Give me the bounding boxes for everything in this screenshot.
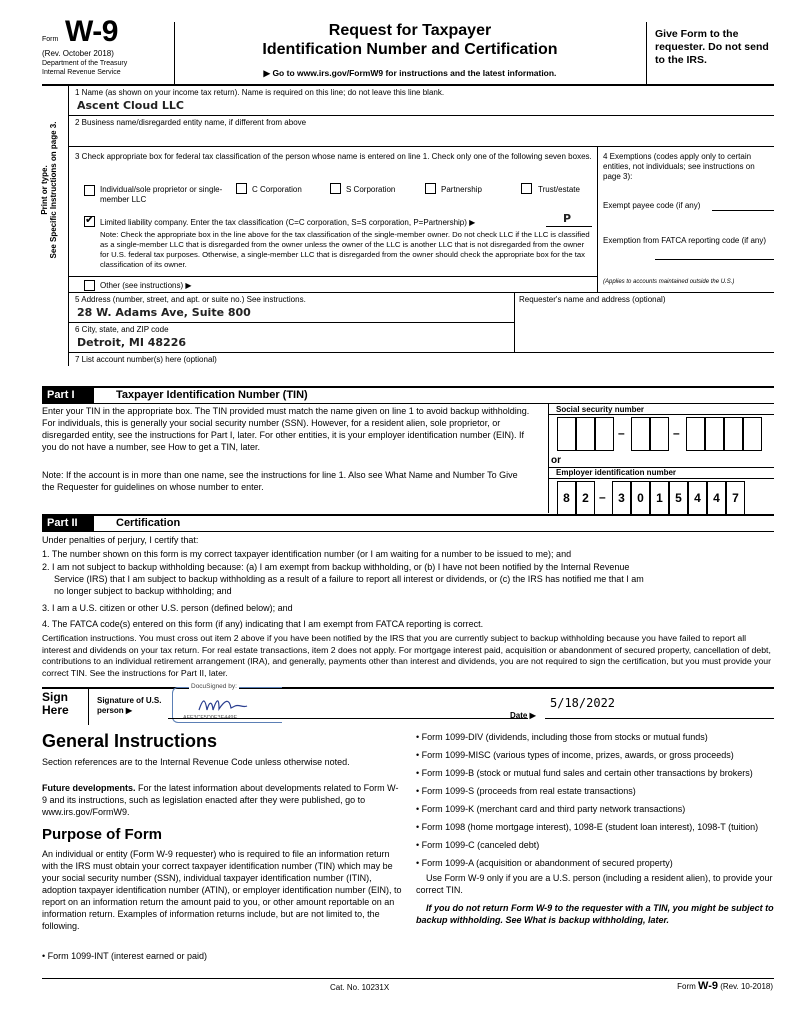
form-title-line1: Request for Taxpayer bbox=[328, 22, 492, 39]
ein-digit[interactable]: 5 bbox=[669, 481, 688, 515]
ssn-digit-box[interactable] bbox=[576, 417, 595, 451]
bullet-item: • Form 1099-C (canceled debt) bbox=[416, 839, 774, 851]
footer-form-word: Form bbox=[677, 982, 696, 991]
ein-digit[interactable]: 2 bbox=[576, 481, 595, 515]
llc-checkbox[interactable] bbox=[84, 216, 95, 227]
right-bullets bbox=[416, 731, 774, 926]
part1-title: Taxpayer Identification Number (TIN) bbox=[116, 389, 308, 401]
signature-label: Signature of U.S. person ▶ bbox=[97, 696, 162, 715]
ssn-digit-box[interactable] bbox=[724, 417, 743, 451]
part2-label: Part II bbox=[42, 516, 94, 531]
future-developments-text: For the latest information about developments related to Form W-9 and its instructions, such as legislation enacted after they were published, go to www.irs.gov/FormW9. bbox=[42, 783, 399, 817]
cert-item2c: no longer subject to backup withholding; and bbox=[54, 586, 232, 596]
line6-label: 6 City, state, and ZIP code bbox=[75, 325, 169, 334]
ccorp-label: C Corporation bbox=[252, 185, 302, 194]
trust-label: Trust/estate bbox=[538, 185, 580, 194]
individual-checkbox[interactable] bbox=[84, 185, 95, 196]
bullet-item: • Form 1099-K (merchant card and third party network transactions) bbox=[416, 803, 774, 815]
ein-digit[interactable]: 0 bbox=[631, 481, 650, 515]
or-label: or bbox=[551, 455, 561, 466]
ein-digit[interactable]: 8 bbox=[557, 481, 576, 515]
llc-label: Limited liability company. Enter the tax classification (C=C corporation, S=S corporation, P=Partnership) ▶ bbox=[100, 218, 476, 227]
part1-instructions: Enter your TIN in the appropriate box. The TIN provided must match the name given on line 1 to avoid backup withholding. For individuals, this is generally your social security number (SSN). However, for a resident alien, sole proprietor, or disregarded entity, see the instructions for Part I, later. For other entities, it is your employer identification number (EIN). If you do not have a number, see How to get a TIN, later. bbox=[42, 406, 530, 452]
cert-item1: 1. The number shown on this form is my correct taxpayer identification number (or I am waiting for a number to be issued to me); and bbox=[42, 549, 572, 559]
fatca-label: Exemption from FATCA reporting code (if any) bbox=[603, 236, 767, 245]
goto-irs-link[interactable]: ▶ Go to www.irs.gov/FormW9 for instructions and the latest information. bbox=[263, 68, 557, 78]
cert-instructions: Certification instructions. You must cross out item 2 above if you have been notified by the IRS that you are currently subject to backup withholding because you have failed to report all interest and dividends on your tax return. For real estate transactions, item 2 does not apply. For mortgage interest paid, acquisition or abandonment of secured property, cancellation of debt, contributions to an individual retirement arrangement (IRA), and generally, payments other than interest and dividends, you are not required to sign the certification, but you must provide your correct TIN. See the instructions for Part II, later. bbox=[42, 633, 772, 678]
part1-note: Note: If the account is in more than one name, see the instructions for line 1. Also see What Name and Number To Give the Requester for guidelines on whose number to enter. bbox=[42, 470, 518, 492]
ein-digit[interactable]: 1 bbox=[650, 481, 669, 515]
line6-city-field[interactable]: Detroit, MI 48226 bbox=[77, 336, 187, 349]
part1-label: Part I bbox=[42, 388, 94, 403]
use-w9-text: Use Form W-9 only if you are a U.S. person (including a resident alien), to provide your correct TIN. bbox=[416, 873, 773, 895]
bullet-item: • Form 1099-A (acquisition or abandonment of secured property) bbox=[416, 857, 774, 869]
form-revision: (Rev. October 2018) bbox=[42, 49, 114, 58]
bullet-item: • Form 1099-S (proceeds from real estate transactions) bbox=[416, 785, 774, 797]
cert-item2a: 2. I am not subject to backup withholding because: (a) I am exempt from backup withholding, or (b) I have not been notified by the Internal Revenue bbox=[42, 562, 630, 572]
future-developments bbox=[42, 782, 402, 818]
trust-checkbox[interactable] bbox=[521, 183, 532, 194]
ssn-digit-box[interactable] bbox=[557, 417, 576, 451]
general-instructions-title: General Instructions bbox=[42, 731, 218, 751]
llc-note: Note: Check the appropriate box in the line above for the tax classification of the single-member owner. Do not check LLC if the LLC is classified as a single-member LLC that is disregarded from the owner unless the owner of the LLC is another LLC that is not disregarded from the owner for U.S. federal tax purposes. Otherwise, a single-member LLC that is disregarded from the owner should check the appropriate box for the tax classification of its owner. bbox=[100, 230, 590, 269]
other-checkbox[interactable] bbox=[84, 280, 95, 291]
purpose-text: An individual or entity (Form W-9 requester) who is required to file an information return with the IRS must obtain your correct taxpayer identification number (TIN) which may be your social security number (SSN), individual taxpayer identification number (ITIN), adoption taxpayer identification number (ATIN), or employer identification number (EIN), to report on an information return the amount paid to you, or other amount reportable on an information return. Examples of information returns include, but are not limited to, the following. bbox=[42, 849, 402, 931]
ssn-digit-box[interactable] bbox=[686, 417, 705, 451]
line1-name-field[interactable]: Ascent Cloud LLC bbox=[77, 99, 184, 112]
ssn-digit-box[interactable] bbox=[631, 417, 650, 451]
signature-scribble bbox=[195, 694, 275, 716]
ein-digit[interactable]: 7 bbox=[726, 481, 745, 515]
form-number: W-9 bbox=[65, 15, 118, 48]
form-word: Form bbox=[42, 36, 59, 43]
requester-label: Requester's name and address (optional) bbox=[519, 295, 666, 304]
line1-label: 1 Name (as shown on your income tax return). Name is required on this line; do not leave this line blank. bbox=[75, 88, 445, 97]
scorp-label: S Corporation bbox=[346, 185, 396, 194]
bullet-item: • Form 1099-MISC (various types of income, prizes, awards, or gross proceeds) bbox=[416, 749, 774, 761]
sign-here: Sign Here bbox=[42, 690, 69, 717]
partnership-checkbox[interactable] bbox=[425, 183, 436, 194]
ssn-digit-box[interactable] bbox=[743, 417, 762, 451]
ein-digit[interactable]: 4 bbox=[688, 481, 707, 515]
part2-title: Certification bbox=[116, 517, 181, 529]
form-title-line2: Identification Number and Certification bbox=[262, 41, 558, 58]
line5-label: 5 Address (number, street, and apt. or suite no.) See instructions. bbox=[75, 295, 306, 304]
bullet-1099-int: • Form 1099-INT (interest earned or paid) bbox=[42, 950, 402, 962]
line2-business-name-field[interactable] bbox=[77, 128, 767, 144]
bullet-item: • Form 1098 (home mortgage interest), 1098-E (student loan interest), 1098-T (tuition) bbox=[416, 821, 774, 833]
cert-intro: Under penalties of perjury, I certify that: bbox=[42, 535, 199, 545]
bullet-item: • Form 1099-B (stock or mutual fund sales and certain other transactions by brokers) bbox=[416, 767, 774, 779]
date-label: Date ▶ bbox=[510, 711, 536, 720]
ssn-digit-box[interactable] bbox=[650, 417, 669, 451]
ccorp-checkbox[interactable] bbox=[236, 183, 247, 194]
line3-label: 3 Check appropriate box for federal tax classification of the person whose name is entered on line 1. Check only one of the following seven boxes. bbox=[75, 152, 592, 161]
see-specific-instructions: See Specific Instructions on page 3. bbox=[49, 121, 59, 259]
catalog-number: Cat. No. 10231X bbox=[330, 983, 390, 992]
purpose-title: Purpose of Form bbox=[42, 826, 163, 843]
ssn-digit-box[interactable] bbox=[705, 417, 724, 451]
irs-name: Internal Revenue Service bbox=[42, 69, 121, 76]
ein-digit[interactable]: 3 bbox=[612, 481, 631, 515]
line4-label: 4 Exemptions (codes apply only to certain entities, not individuals; see instructions on page 3): bbox=[603, 152, 755, 181]
ssn-dash: – bbox=[673, 426, 680, 440]
ssn-dash: – bbox=[618, 426, 625, 440]
ein-digit[interactable]: 4 bbox=[707, 481, 726, 515]
ein-dash: – bbox=[599, 490, 606, 504]
date-field[interactable]: 5/18/2022 bbox=[550, 696, 616, 710]
cert-item2b: Service (IRS) that I am subject to backup withholding as a result of a failure to report all interest or dividends, or (c) the IRS has notified me that I am bbox=[54, 574, 644, 584]
print-or-type: Print or type. bbox=[40, 165, 49, 215]
cert-item4: 4. The FATCA code(s) entered on this form (if any) indicating that I am exempt from FATCA reporting is correct. bbox=[42, 619, 484, 629]
footer-form-id bbox=[677, 980, 773, 993]
side-label bbox=[40, 90, 66, 290]
future-developments-heading: Future developments. bbox=[42, 783, 136, 793]
llc-classification-field[interactable]: P bbox=[563, 212, 572, 225]
ein-label: Employer identification number bbox=[556, 468, 677, 477]
line2-label: 2 Business name/disregarded entity name, if different from above bbox=[75, 118, 307, 127]
footer-form-number: W-9 bbox=[698, 980, 718, 992]
line5-address-field[interactable]: 28 W. Adams Ave, Suite 800 bbox=[77, 306, 251, 319]
backup-withholding-warning: If you do not return Form W-9 to the requester with a TIN, you might be subject to backup withholding. See What is backup withholding, later. bbox=[416, 903, 774, 925]
individual-label: Individual/sole proprietor or single-member LLC bbox=[100, 185, 223, 204]
line7-label: 7 List account number(s) here (optional) bbox=[75, 355, 217, 364]
fatca-note: (Applies to accounts maintained outside the U.S.) bbox=[603, 279, 735, 285]
scorp-checkbox[interactable] bbox=[330, 183, 341, 194]
give-form-note: Give Form to the requester. Do not send to the IRS. bbox=[655, 28, 769, 66]
partnership-label: Partnership bbox=[441, 185, 482, 194]
ssn-label: Social security number bbox=[556, 405, 645, 414]
docusigned-label: DocuSigned by: bbox=[191, 683, 237, 690]
bullet-item: • Form 1099-DIV (dividends, including those from stocks or mutual funds) bbox=[416, 731, 774, 743]
exempt-payee-label: Exempt payee code (if any) bbox=[603, 201, 701, 210]
footer-form-rev: (Rev. 10-2018) bbox=[720, 982, 773, 991]
treasury-dept: Department of the Treasury bbox=[42, 60, 128, 67]
other-label: Other (see instructions) ▶ bbox=[100, 281, 192, 290]
general-p1: Section references are to the Internal Revenue Code unless otherwise noted. bbox=[42, 757, 350, 767]
ssn-digit-box[interactable] bbox=[595, 417, 614, 451]
cert-item3: 3. I am a U.S. citizen or other U.S. person (defined below); and bbox=[42, 603, 293, 613]
